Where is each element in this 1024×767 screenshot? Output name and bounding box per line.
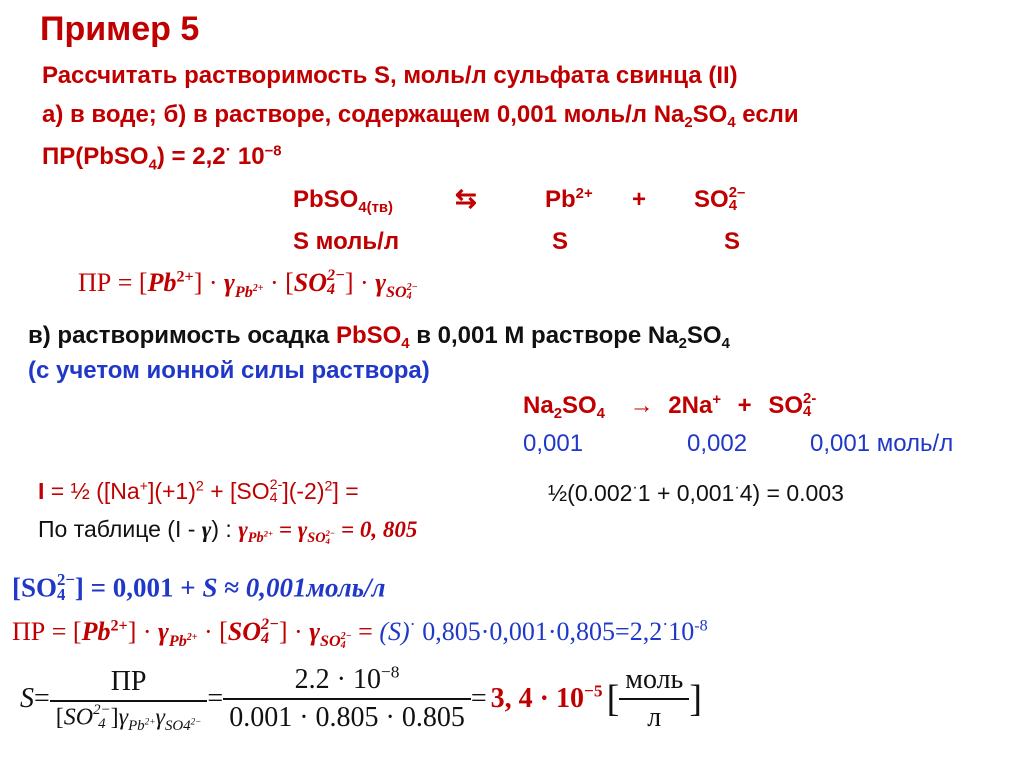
- final-formula: S = ПР [SO 2− 4 ]$\gamma_{Pb^{2+}}\gamma_{SO4^{2-}}$ = $\frac{2.2 \cdot 10^{-8}}{0.001 \cdot 0.805 \cdot 0.805}$ = 3, $4 \cdot 10^{-5}$ [ $\frac{\text{моль}}{л}$ ]: [20, 662, 702, 734]
- part-c-line-1: в) растворимость осадка PbSO$_4$ в 0,001 М растворе $Na_2SO_4$: [28, 322, 730, 353]
- reaction1-conc2: S: [552, 228, 569, 255]
- reaction1-conc1: S моль/л: [293, 228, 400, 255]
- reaction2: $Na_2SO_4 \to 2Na^+$ + SO 2- 4: [523, 390, 817, 423]
- slide-title: Пример 5: [40, 10, 200, 48]
- reaction2-conc2: 0,002: [687, 430, 748, 457]
- fraction-2: $\frac{2.2 \cdot 10^{-8}}{0.001 \cdot 0.805 \cdot 0.805}$: [223, 664, 471, 734]
- ionic-strength-formula: I = ½ ($[Na^+](+1)^2 + [SO$ 2- 4 ]$(-2)^2$] =: [38, 477, 359, 506]
- part-c-line-2: (с учетом ионной силы раствора): [28, 357, 430, 384]
- problem-line-3: ПР(PbSO$_4$) = 2,2· $10^{-8}$: [42, 140, 282, 174]
- problem-line-1: Рассчитать растворимость S, моль/л сульфата свинца (II): [42, 62, 738, 89]
- reaction2-conc1: 0,001: [523, 430, 584, 457]
- reaction1-reactant: PbSO$_{4(тв)}$: [293, 186, 393, 217]
- ionic-strength-calc: ½(0.002·1 + 0,001·4) = 0.003: [548, 478, 844, 506]
- fraction-1: ПР [SO 2− 4 ]$\gamma_{Pb^{2+}}\gamma_{SO4^{2-}}$: [50, 666, 208, 731]
- reaction2-conc3: 0,001 моль/л: [810, 430, 954, 457]
- reaction1-plus: +: [632, 186, 647, 213]
- pr-calculation: ПР = $[Pb^{2+}] \cdot \gamma_{Pb^{2+}} \cdot [SO$ 2− 4 ] · $\gamma_{SO 2- 4}$ = (S)· $0,805\cdot 0,001\cdot 0,805=2,2^\cdot 10^{-8}$: [12, 614, 708, 651]
- unit-fraction: $\frac{\text{моль}}{л}$: [619, 664, 689, 734]
- reaction1-ion2: SO 2– 4: [694, 184, 746, 214]
- activity-coefficient-line: По таблице (I - γ) : $\gamma_{Pb^{2+}} = \gamma_{SO 2- 4}$ = 0, 805: [38, 516, 418, 546]
- reaction1-conc3: S: [724, 228, 741, 255]
- reaction1-ion1: $Pb^{2+}$: [545, 186, 593, 213]
- pr-formula: ПР = $[Pb^{2+}] \cdot \gamma_{Pb^{2+}} \cdot [SO$ 2− 4 ] · $\gamma_{SO 2- 4}$: [78, 266, 418, 302]
- so4-concentration: [SO 2− 4 ] = 0,001 + S ≈ 0,001моль/л: [12, 570, 386, 605]
- problem-line-2: а) в воде; б) в растворе, содержащем 0,001 моль/л $Na_2SO_4$ если: [42, 101, 799, 132]
- equilibrium-arrow-icon: ⇆: [455, 183, 477, 213]
